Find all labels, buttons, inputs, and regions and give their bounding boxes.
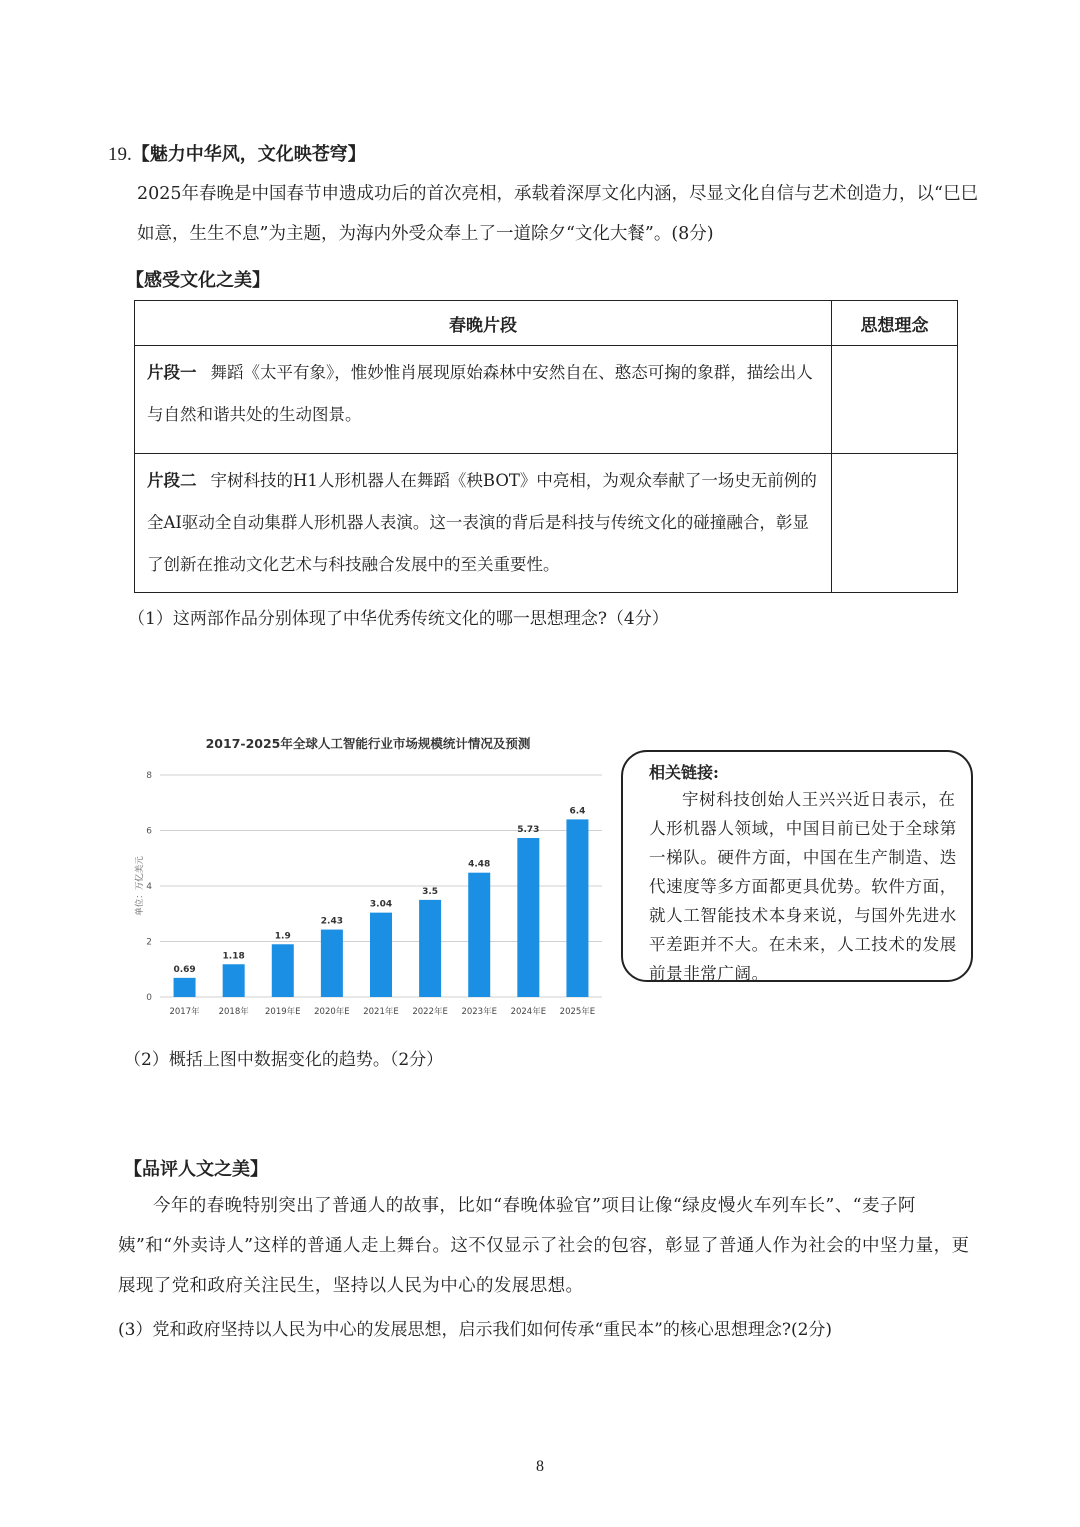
concept-answer-cell-1[interactable]: [832, 346, 958, 454]
bar-value-label: 3.5: [422, 886, 439, 897]
bar-value-label: 0.69: [173, 964, 196, 975]
bar-chart-svg: [128, 725, 608, 1025]
question-title: [108, 140, 366, 166]
bar: [566, 819, 588, 997]
section-title-culture: 【感受文化之美】: [126, 270, 270, 291]
x-tick-label: 2019年E: [265, 1007, 301, 1017]
table-row: [135, 454, 958, 593]
y-tick-label: 4: [146, 882, 152, 892]
fragment-text-1: 舞蹈《太平有象》，惟妙惟肖展现原始森林中安然自在、憨态可掬的象群，描绘出人与自然和谐共处的生动图景。: [147, 363, 813, 424]
table-header-fragment: 春晚片段: [135, 301, 832, 346]
y-axis-label: 单位：万亿美元: [135, 856, 145, 916]
bar: [370, 913, 392, 997]
question-title-text: 【魅力中华风，文化映苍穹】: [131, 144, 366, 165]
bar: [517, 838, 539, 997]
fragment-label-2: 片段二: [147, 471, 197, 490]
bar-value-label: 5.73: [517, 824, 540, 835]
related-link-title: 相关链接:: [649, 763, 719, 782]
x-tick-label: 2020年E: [314, 1007, 350, 1017]
ai-market-chart: [128, 725, 608, 1025]
concept-answer-cell-2[interactable]: [832, 454, 958, 593]
bar-value-label: 1.18: [222, 951, 245, 962]
question-2: （2）概括上图中数据变化的趋势。（2分）: [124, 1050, 444, 1070]
bar: [468, 873, 490, 997]
related-link-box: [621, 750, 973, 982]
chart-title: 2017-2025年全球人工智能行业市场规模统计情况及预测: [205, 736, 531, 751]
bar-value-label: 4.48: [468, 859, 491, 870]
bar-value-label: 3.04: [369, 899, 393, 910]
table-header-row: [135, 301, 958, 346]
bar: [174, 978, 196, 997]
fragment-text-2: 宇树科技的H1人形机器人在舞蹈《秧BOT》中亮相，为观众奉献了一场史无前例的全AI驱动全自动集群人形机器人表演。这一表演的背后是科技与传统文化的碰撞融合，彰显了创新在推动文化艺术与科技融合发展中的至关重要性。: [147, 471, 817, 574]
fragment-label-1: 片段一: [147, 363, 197, 382]
x-tick-label: 2022年E: [412, 1007, 448, 1017]
x-tick-label: 2025年E: [559, 1007, 596, 1017]
table-header-concept: 思想理念: [832, 301, 958, 346]
section-title-humanities: 【品评人文之美】: [124, 1159, 268, 1180]
question-number: 19.: [108, 144, 132, 165]
bar: [419, 900, 441, 997]
bar: [321, 930, 343, 997]
y-tick-label: 0: [146, 993, 152, 1003]
section2-body: 今年的春晚特别突出了普通人的故事，比如“春晚体验官”项目让像“绿皮慢火车列车长”、“麦子阿姨”和“外卖诗人”这样的普通人走上舞台。这不仅显示了社会的包容，彰显了普通人作为社会的中坚力量，更展现了党和政府关注民生，坚持以人民为中心的发展思想。: [118, 1196, 970, 1296]
fragment-cell-2: [135, 454, 832, 593]
page-number: 8: [536, 1458, 544, 1475]
x-tick-label: 2024年E: [510, 1007, 547, 1017]
bar-value-label: 6.4: [569, 806, 586, 817]
question-intro: 2025年春晚是中国春节申遗成功后的首次亮相，承载着深厚文化内涵，尽显文化自信与艺术创造力，以“巳巳如意，生生不息”为主题，为海内外受众奉上了一道除夕“文化大餐”。(8分): [137, 184, 978, 244]
question-1: （1）这两部作品分别体现了中华优秀传统文化的哪一思想理念?（4分）: [128, 609, 669, 629]
fragment-cell-1: [135, 346, 832, 454]
y-tick-label: 6: [146, 826, 152, 837]
x-tick-label: 2018年: [218, 1007, 249, 1017]
related-link-body: 宇树科技创始人王兴兴近日表示，在人形机器人领域，中国目前已处于全球第一梯队。硬件方面，中国在生产制造、迭代速度等多方面都更具优势。软件方面，就人工智能技术本身来说，与国外先进水平差距并不大。在未来，人工技术的发展前景非常广阔。: [649, 790, 957, 983]
x-tick-label: 2021年E: [363, 1007, 399, 1017]
fragments-table: [134, 300, 958, 593]
x-tick-label: 2017年: [169, 1007, 200, 1017]
y-tick-label: 2: [146, 937, 152, 948]
question-3: (3）党和政府坚持以人民为中心的发展思想，启示我们如何传承“重民本”的核心思想理念?(2分): [118, 1320, 833, 1340]
bar-value-label: 1.9: [274, 931, 291, 942]
x-tick-label: 2023年E: [461, 1007, 497, 1017]
table-row: [135, 346, 958, 454]
y-tick-label: 8: [146, 771, 152, 781]
bar: [223, 964, 245, 997]
bar: [272, 944, 294, 997]
bar-value-label: 2.43: [320, 916, 343, 927]
